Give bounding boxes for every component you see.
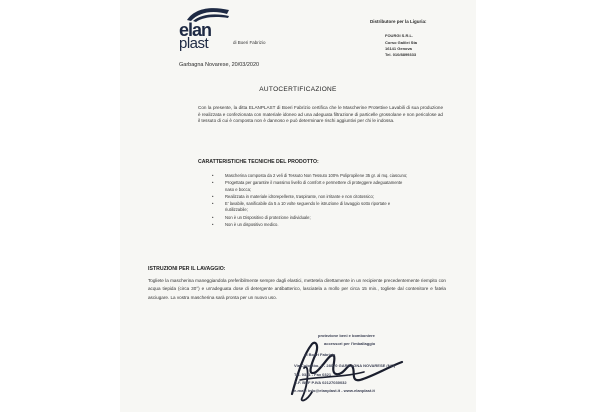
- bullet-icon: •: [212, 180, 214, 186]
- list-item: [212, 194, 410, 200]
- feature-text: Non è un Dispositivo di protezione individuale;: [225, 214, 311, 220]
- list-item: [212, 173, 410, 179]
- list-item: [212, 180, 410, 193]
- intro-paragraph: Con la presente, la ditta ELANPLAST di Boeri Fabrizio certifica che le Mascherine Protettive Lavabili di sua produzione è realizzata e confezionata con materiale idoneo ad una adeguata filtrazione di particelle grossolane e non pericolose ad il tessuto di cui è composta non è dannoso e può determinare rischi aggiuntivi per chi le indossa.: [198, 105, 443, 124]
- distributor-line: Tel. 010/8899333: [385, 52, 417, 57]
- logo-owner-name: di Boeri Fabrizio: [233, 40, 266, 45]
- stamp-line: C.F. BRF P.IVA 02127030032: [294, 380, 347, 385]
- distributor-line: Corso Galilei Sta: [385, 40, 418, 45]
- feature-text: Progettata per garantire il massimo livello di comfort e permettere di proteggere adeguatamente naso e bocca;: [225, 180, 403, 192]
- washing-heading: ISTRUZIONI PER IL LAVAGGIO:: [148, 266, 226, 272]
- stamp-line: protezione beni e bomboniere: [318, 333, 375, 338]
- distributor-line: FOURGI S.R.L.: [385, 33, 413, 38]
- stamp-line: Via Colombo, 1 - 28070 GARBAGNA NOVARESE (NO): [294, 363, 396, 368]
- bullet-icon: •: [212, 173, 214, 178]
- features-heading: CARATTERISTICHE TECNICHE DEL PRODOTTO:: [198, 159, 319, 165]
- list-item: [212, 222, 410, 228]
- logo-text-plast: plast: [179, 35, 209, 52]
- feature-text: Mascherina composta da 2 veli di Tessuto Non Tessuto 100% Polipropilene 35 gr. al mq. ciascuno;: [225, 173, 408, 178]
- company-stamp: [290, 332, 476, 410]
- logo-text-elan: elan: [179, 20, 212, 40]
- stamp-line: e-mail: info@elanplast.it - www.elanplast.it: [294, 388, 375, 393]
- feature-text: Non è un dispositivo medico.: [225, 222, 279, 228]
- feature-text: Realizzata in materiale idrorepellente, traspirante, non irritante e non citotossico;: [225, 193, 374, 199]
- distributor-line: 16141 Genova: [385, 46, 412, 51]
- feature-text: E' lavabile, sanificabile da 5 a 10 volte seguendo le istruzione di lavaggio sotto riportate e riutilizzabile;: [225, 201, 391, 213]
- list-item: [212, 201, 410, 214]
- stamp-line: accessori per l'imballaggio: [324, 341, 376, 346]
- document-title: AUTOCERTIFICAZIONE: [259, 86, 337, 93]
- washing-instructions: Togliete la mascherina maneggiandola preferibilmente sempre dagli elastici, mettetela direttamente in un recipiente precedentemente riempito con acqua tiepida (circa 30°) e un'adeguata dose di detergente antibatterico, lasciatela a mollo per circa 15 min., togliete dal contenitore e fatela asciugare. La vostra mascherina sarà pronta per un nuovo uso.: [148, 278, 446, 300]
- bullet-icon: •: [212, 214, 214, 220]
- bullet-icon: •: [212, 193, 214, 199]
- company-logo: [179, 6, 239, 52]
- stamp-line: di Boeri Fabrizio: [304, 352, 336, 357]
- place-date: Garbagna Novarese, 20/03/2020: [179, 62, 260, 68]
- features-list: [212, 173, 410, 229]
- bullet-icon: •: [212, 222, 214, 228]
- document-page: [120, 0, 476, 412]
- bullet-icon: •: [212, 201, 214, 207]
- distributor-heading: Distributore per la Liguria:: [370, 19, 427, 24]
- stamp-line: Tel. 0321 - Fax 0321: [294, 372, 332, 377]
- signature-icon: [290, 332, 476, 410]
- list-item: [212, 215, 410, 221]
